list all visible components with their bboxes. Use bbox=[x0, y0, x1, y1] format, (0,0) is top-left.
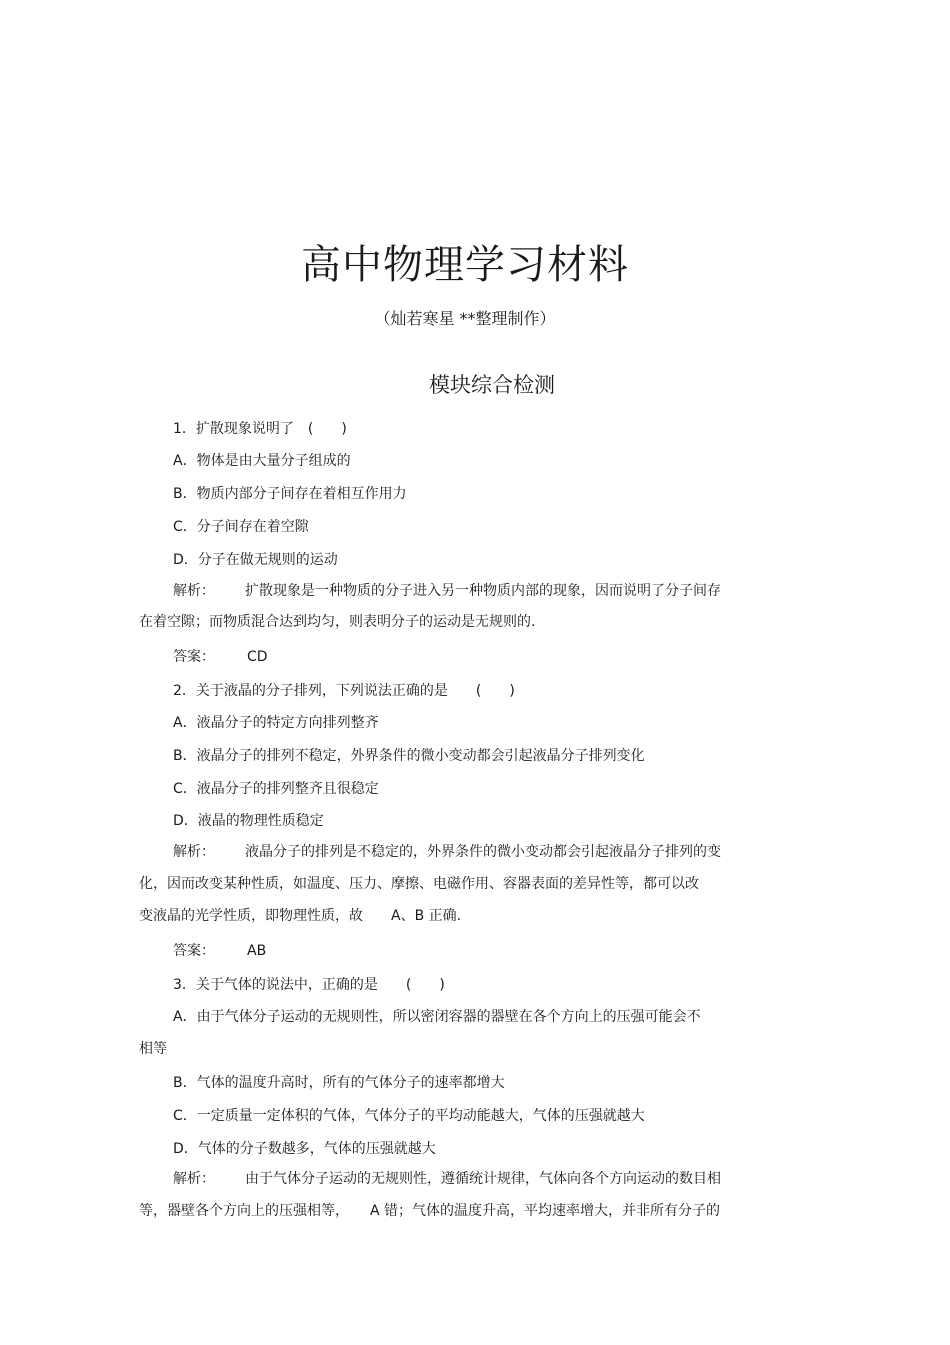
q2-analysis-cont-1: 化，因而改变某种性质，如温度、压力、摩擦、电磁作用、容器表面的差异性等，都可以改 bbox=[139, 876, 699, 892]
q3-option-d: D．气体的分子数越多，气体的压强就越大 bbox=[173, 1141, 436, 1157]
q2-analysis-label: 解析： bbox=[173, 844, 215, 860]
q3-option-b: B．气体的温度升高时，所有的气体分子的速率都增大 bbox=[173, 1075, 505, 1091]
q1-analysis bbox=[173, 582, 721, 600]
section-heading: 模块综合检测 bbox=[429, 373, 555, 397]
q1-option-c: C．分子间存在着空隙 bbox=[173, 519, 309, 535]
document-title: 高中物理学习材料 bbox=[301, 242, 629, 288]
q3-analysis bbox=[173, 1170, 721, 1188]
q1-analysis-label: 解析： bbox=[173, 583, 215, 599]
q2-analysis-text-1: 液晶分子的排列是不稳定的，外界条件的微小变动都会引起液晶分子排列的变 bbox=[245, 844, 721, 860]
q3-analysis-cont: 等，器壁各个方向上的压强相等， A 错；气体的温度升高，平均速率增大，并非所有分子的 bbox=[139, 1203, 721, 1219]
q2-option-a: A．液晶分子的特定方向排列整齐 bbox=[173, 715, 379, 731]
q1-answer-label: 答案： bbox=[173, 649, 215, 665]
q2-analysis bbox=[173, 843, 721, 861]
q2-stem: 2．关于液晶的分子排列，下列说法正确的是 ( ) bbox=[173, 683, 515, 699]
document-subtitle: （灿若寒星 **整理制作） bbox=[374, 309, 556, 328]
q2-answer-value: AB bbox=[247, 943, 267, 959]
q3-option-c: C．一定质量一定体积的气体，气体分子的平均动能越大，气体的压强就越大 bbox=[173, 1108, 645, 1124]
q3-stem: 3．关于气体的说法中，正确的是 ( ) bbox=[173, 977, 445, 993]
q3-option-a: A．由于气体分子运动的无规则性，所以密闭容器的器壁在各个方向上的压强可能会不 bbox=[173, 1009, 701, 1025]
q1-option-d: D．分子在做无规则的运动 bbox=[173, 552, 338, 568]
q3-option-a-cont: 相等 bbox=[139, 1041, 167, 1057]
q2-answer bbox=[173, 942, 266, 960]
q1-answer bbox=[173, 648, 268, 666]
q3-analysis-label: 解析： bbox=[173, 1171, 215, 1187]
q1-option-b: B．物质内部分子间存在着相互作用力 bbox=[173, 486, 407, 502]
q2-analysis-cont-2: 变液晶的光学性质，即物理性质，故 A、B 正确. bbox=[139, 908, 462, 924]
q1-answer-value: CD bbox=[247, 649, 268, 665]
q1-analysis-cont: 在着空隙；而物质混合达到均匀，则表明分子的运动是无规则的. bbox=[139, 614, 536, 630]
q1-stem: 1．扩散现象说明了 ( ) bbox=[173, 421, 347, 437]
q2-option-b: B．液晶分子的排列不稳定，外界条件的微小变动都会引起液晶分子排列变化 bbox=[173, 748, 645, 764]
q1-option-a: A．物体是由大量分子组成的 bbox=[173, 453, 351, 469]
q3-analysis-text-1: 由于气体分子运动的无规则性，遵循统计规律，气体向各个方向运动的数目相 bbox=[245, 1171, 721, 1187]
q2-answer-label: 答案： bbox=[173, 943, 215, 959]
q1-analysis-text-1: 扩散现象是一种物质的分子进入另一种物质内部的现象，因而说明了分子间存 bbox=[245, 583, 721, 599]
q2-option-c: C．液晶分子的排列整齐且很稳定 bbox=[173, 781, 379, 797]
q2-option-d: D．液晶的物理性质稳定 bbox=[173, 813, 324, 829]
